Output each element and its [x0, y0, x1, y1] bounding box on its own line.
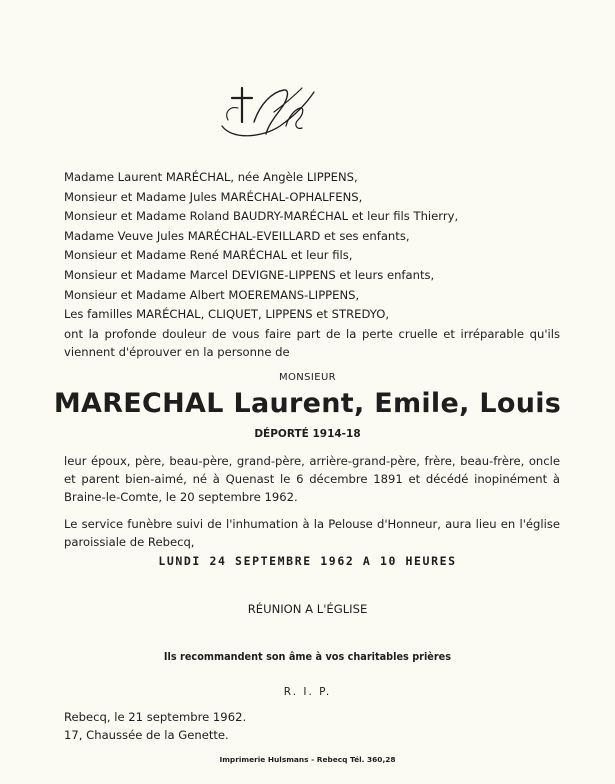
- service-date: LUNDI 24 SEPTEMBRE 1962 A 10 HEURES: [158, 554, 457, 568]
- family-list: [64, 168, 564, 325]
- family-line: Monsieur et Madame René MARÉCHAL et leur fils,: [64, 248, 353, 263]
- family-line: Monsieur et Madame Roland BAUDRY-MARÉCHAL et leur fils Thierry,: [64, 209, 459, 224]
- deported-note: DÉPORTÉ 1914-18: [254, 428, 361, 440]
- relations-paragraph: leur époux, père, beau-père, grand-père, arrière-grand-père, frère, beau-frère, oncle et parent bien-aimé, né à Quenast le 6 décembre 1891 et décédé inopinément à Braine-le-Comte, le 20 septembre 1962.: [64, 454, 560, 504]
- family-line: Madame Veuve Jules MARÉCHAL-EVEILLARD et ses enfants,: [64, 228, 410, 243]
- rip-text: R. I. P.: [283, 686, 332, 698]
- printer-imprint: Imprimerie Hulsmans - Rebecq Tél. 360,28: [219, 755, 396, 764]
- place-block: [64, 708, 246, 744]
- family-line: Monsieur et Madame Jules MARÉCHAL-OPHALFENS,: [64, 189, 363, 204]
- place-date: Rebecq, le 21 septembre 1962.: [64, 710, 247, 724]
- family-line: Monsieur et Madame Marcel DEVIGNE-LIPPENS et leurs enfants,: [64, 267, 435, 282]
- deceased-name: MARECHAL Laurent, Emile, Louis: [53, 388, 562, 419]
- honorific: MONSIEUR: [278, 372, 337, 383]
- intro-paragraph: ont la profonde douleur de vous faire part de la perte cruelle et irréparable qu'ils viennent d'éprouver en la personne de: [64, 327, 560, 359]
- family-line: Madame Laurent MARÉCHAL, née Angèle LIPPENS,: [64, 170, 358, 184]
- family-line: Les familles MARÉCHAL, CLIQUET, LIPPENS et STREDYO,: [64, 307, 390, 322]
- family-line: Monsieur et Madame Albert MOEREMANS-LIPPENS,: [64, 287, 360, 302]
- service-paragraph: Le service funèbre suivi de l'inhumation à la Pelouse d'Honneur, aura lieu en l'église paroissiale de Rebecq,: [64, 517, 560, 549]
- address: 17, Chaussée de la Genette.: [64, 728, 229, 742]
- prayer-recommendation: Ils recommandent son âme à vos charitables prières: [163, 650, 452, 663]
- reunion-note: RÉUNION A L'ÉGLISE: [247, 602, 368, 616]
- cross-monogram-icon: [214, 82, 322, 146]
